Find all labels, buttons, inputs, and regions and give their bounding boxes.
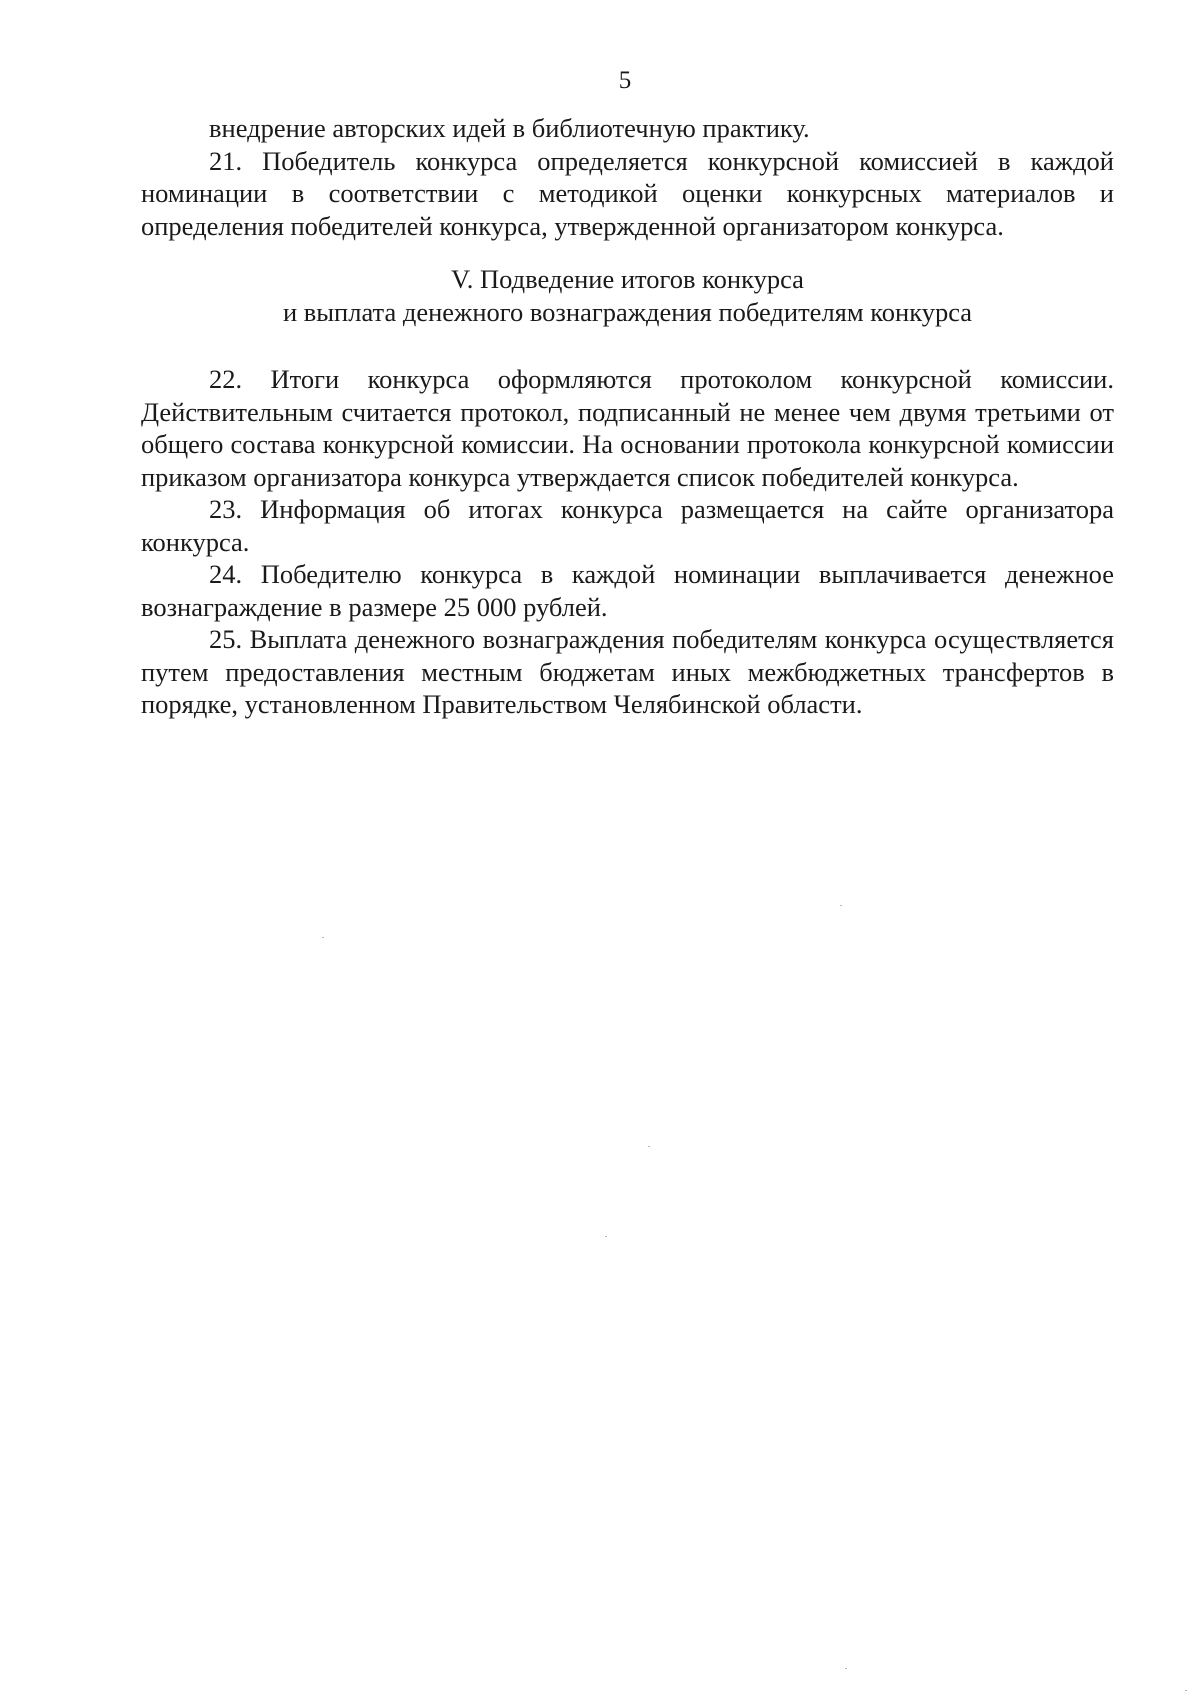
scan-speck [845,1668,847,1669]
scan-speck [322,937,324,938]
scan-speck [840,905,842,906]
paragraph-22: 22. Итоги конкурса оформляются протоколом конкурсной комиссии. Действительным считается протокол, подписанный не менее чем двумя третьими от общего состава конкурсной комиссии. На основании протокола конкурсной комиссии приказом организатора конкурса утверждается список победителей конкурса. [141,364,1114,492]
section-heading [141,263,1114,328]
paragraph-21: 21. Победитель конкурса определяется конкурсной комиссией в каждой номинации в соответствии с методикой оценки конкурсных материалов и определения победителей конкурса, утвержденной организатором конкурса. [141,145,1114,241]
scan-speck [605,1236,607,1237]
document-body [141,112,1114,721]
paragraph-24: 24. Победителю конкурса в каждой номинации выплачивается денежное вознаграждение в размере 25 000 рублей. [141,559,1114,622]
paragraph-23: 23. Информация об итогах конкурса размещается на сайте организатора конкурса. [141,494,1114,557]
scan-speck [648,1146,650,1147]
paragraph-continuation: внедрение авторских идей в библиотечную практику. [209,113,810,143]
section-title-line-2: и выплата денежного вознаграждения победителям конкурса [282,296,973,327]
page-number: 5 [618,67,632,94]
scan-speck [1185,1690,1187,1691]
section-title-line-1: V. Подведение итогов конкурса [451,264,804,294]
paragraph-25: 25. Выплата денежного вознаграждения победителям конкурса осуществляется путем предоставления местным бюджетам иных межбюджетных трансфертов в порядке, установленном Правительством Челябинской области. [141,624,1114,719]
